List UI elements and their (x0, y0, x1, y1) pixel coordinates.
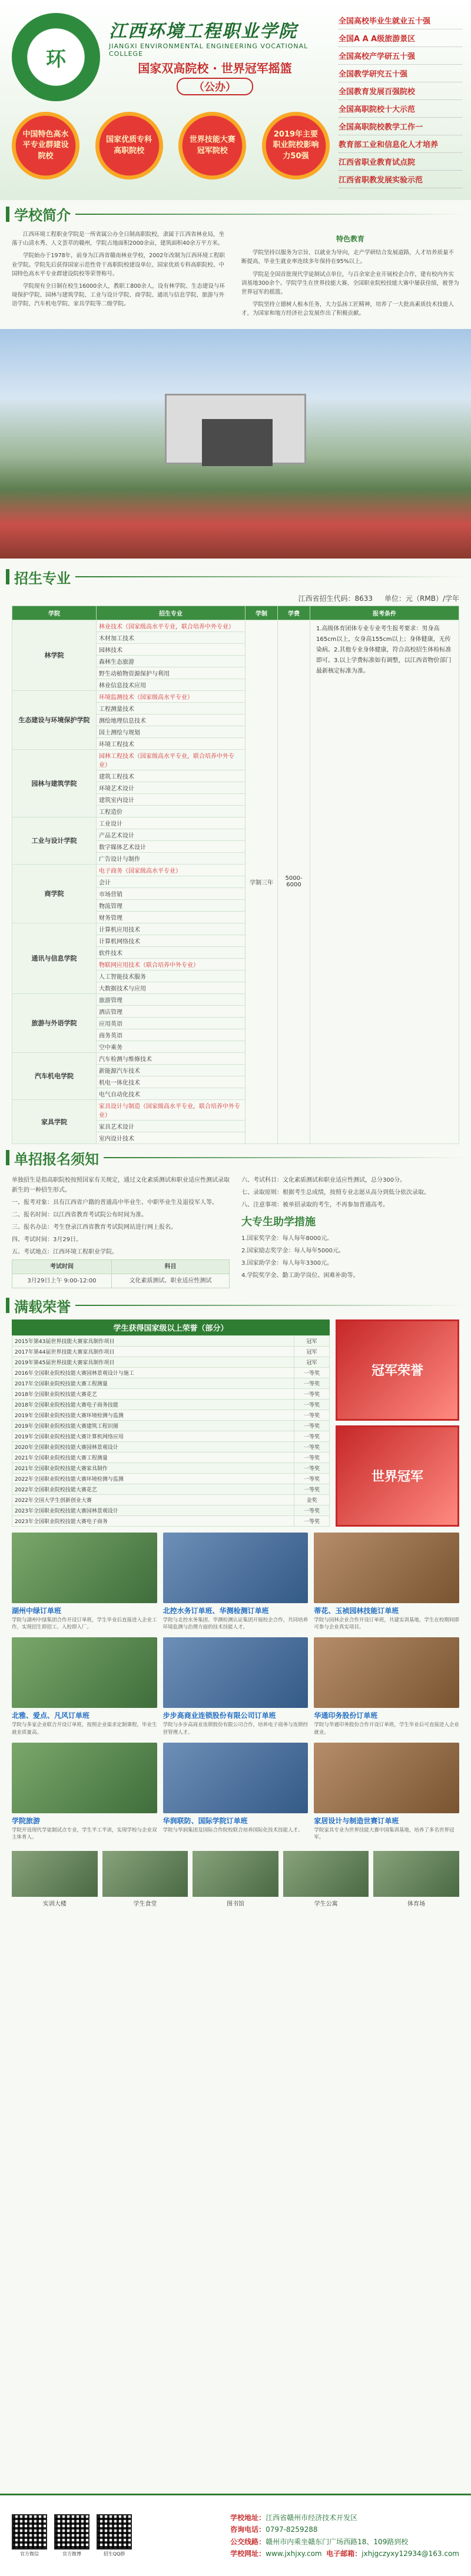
col-header: 招生专业 (97, 606, 246, 620)
school-name: 江西环境工程职业学院 (109, 21, 297, 42)
honor-award: 一等奖 (294, 1388, 330, 1399)
honor-item: 江西省职教发展实验示范 (339, 171, 462, 188)
major-row (12, 620, 459, 631)
major-name: 建筑工程技术 (97, 770, 246, 782)
honor-award: 冠军 (294, 1335, 330, 1346)
partner-photo (314, 1637, 459, 1708)
honor-award: 一等奖 (294, 1441, 330, 1452)
qr-wechat[interactable] (12, 2514, 47, 2557)
honor-award: 一等奖 (294, 1420, 330, 1431)
honor-name: 2019年全国职业院校技能大赛计算机网络应用 (12, 1431, 294, 1441)
honors-section (0, 1319, 471, 1527)
qr-label: 招生QQ群 (103, 2551, 125, 2557)
intro-section (0, 228, 471, 324)
honor-award: 一等奖 (294, 1484, 330, 1494)
honor-award: 一等奖 (294, 1410, 330, 1420)
gallery-item (193, 1851, 278, 1907)
contact-info (230, 2512, 459, 2560)
partner-card (12, 1743, 157, 1842)
intro-paragraph: 学院始办于1978年，前身为江西省赣南林业学校，2002年改制为江西环境工程职业学院。学院先后获得国家示范性骨干高职院校建设单位、国家优质专科高职院校、中国特色高水平专业群建设院校等荣誉称号。 (12, 252, 225, 277)
honor-name: 2016年全国职业院校技能大赛园林景观设计与施工 (12, 1367, 294, 1378)
gallery-photo (102, 1851, 188, 1897)
honor-badge: 世界技能大赛冠军院校 (178, 112, 246, 180)
phone[interactable]: 0797-8259288 (266, 2525, 318, 2534)
honor-name: 2021年全国职业院校技能大赛工程测量 (12, 1452, 294, 1462)
partners-grid (0, 1527, 471, 1848)
major-name: 园林工程技术（国家级高水平专业，联合培养中外专业） (97, 749, 246, 770)
recruit-title (0, 1144, 471, 1172)
major-name: 林业技术（国家级高水平专业，联合培养中外专业） (97, 620, 246, 631)
honor-row (12, 1452, 330, 1462)
major-name: 数字媒体艺术设计 (97, 840, 246, 852)
partner-card (163, 1743, 309, 1842)
honor-name: 2017年全国职业院校技能大赛工程测量 (12, 1378, 294, 1388)
title-bar (6, 1298, 9, 1313)
exam-cell: 文化素质测试、职业适应性测试 (111, 1274, 229, 1288)
honor-award: 一等奖 (294, 1473, 330, 1484)
recruit-paragraph: 二、报名时间：以江西省教育考试院公布时间为准。 (12, 1211, 147, 1218)
honor-award: 金奖 (294, 1494, 330, 1505)
honor-name: 2018年全国职业院校技能大赛电子商务技能 (12, 1399, 294, 1410)
address: 江西省赣州市经济技术开发区 (266, 2513, 358, 2522)
college-name: 家具学院 (12, 1099, 97, 1144)
campus-gate (165, 394, 306, 464)
honor-row (12, 1494, 330, 1505)
bus-line (230, 2536, 459, 2548)
honor-item: 全国高校产学研五十强 (339, 47, 462, 65)
honor-row (12, 1431, 330, 1441)
partner-card (163, 1637, 309, 1737)
major-tuition: 5000-6000 (278, 620, 310, 1144)
honor-item: 全国教学研究五十强 (339, 65, 462, 82)
website-link[interactable]: www.jxhjxy.com (266, 2549, 322, 2558)
email-label: 电子邮箱： (326, 2549, 362, 2558)
major-name: 工程造价 (97, 805, 246, 817)
gallery-caption: 图书馆 (226, 1901, 244, 1907)
intro-paragraph: 学院坚持立德树人根本任务，大力弘扬工匠精神，培养了一大批高素质技术技能人才，为国家和地方经济社会发展作出了积极贡献。 (241, 301, 455, 317)
major-name: 新能源汽车技术 (97, 1064, 246, 1076)
majors-section (0, 591, 471, 1144)
college-name: 林学院 (12, 620, 97, 690)
recruit-col-1 (12, 1175, 230, 1288)
gallery-photo (193, 1851, 278, 1897)
college-name: 生态建设与环境保护学院 (12, 690, 97, 749)
title-line (75, 576, 465, 577)
honor-row (12, 1399, 330, 1410)
honor-item: 全国高职院校教学工作一 (339, 118, 462, 135)
school-name-en: JIANGXI ENVIRONMENTAL ENGINEERING VOCATIONAL COLLEGE (109, 42, 309, 58)
web-label: 学校网址： (230, 2549, 266, 2558)
partner-desc: 学院与步步高商业连锁股份有限公司合作，培养电子商务与连锁经营管理人才。 (162, 1722, 309, 1736)
honor-photo: 世界冠军 (336, 1425, 459, 1527)
major-name: 产品艺术设计 (97, 829, 246, 840)
major-name: 森林生态旅游 (97, 655, 246, 667)
honor-photo: 冠军荣誉 (336, 1319, 459, 1421)
email-link[interactable]: jxhjgczyxy12934@163.com (361, 2549, 459, 2558)
col-header: 报考条件 (310, 606, 459, 620)
honor-award: 一等奖 (294, 1367, 330, 1378)
partner-photo (12, 1637, 157, 1708)
honor-badge: 2019年主要职业院校影响力50强 (262, 112, 330, 180)
major-name: 园林技术 (97, 643, 246, 655)
honor-row (12, 1484, 330, 1494)
major-name: 环境艺术设计 (97, 782, 246, 793)
partner-photo (163, 1637, 309, 1708)
honor-name: 2019年全国职业院校技能大赛建筑工程识图 (12, 1420, 294, 1431)
honor-award: 一等奖 (294, 1505, 330, 1515)
honors-list (339, 12, 462, 188)
honor-row (12, 1462, 330, 1473)
recruit-col-2 (241, 1175, 459, 1288)
recruit-paragraph: 单独招生是指高职院校按照国家有关规定，通过文化素质测试和职业适应性测试录取新生的一种招生形式。 (12, 1176, 230, 1194)
recruit-paragraph: 六、考试科目：文化素质测试和职业适应性测试，总分300分。 (241, 1176, 406, 1184)
partner-title: 华通印务股份订单班 (314, 1711, 378, 1720)
partner-desc: 学院与多家企业联合开设订单班，按照企业需求定制课程，毕业生就业质量高。 (12, 1722, 157, 1736)
major-name: 电子商务（国家级高水平专业） (97, 864, 246, 876)
partner-desc: 学院开设现代学徒制试点专业，学生半工半读，实现学校与企业双主体育人。 (12, 1827, 157, 1841)
recruit-paragraph: 四、考试时间：3月29日。 (12, 1236, 82, 1243)
major-name: 空中乘务 (97, 1041, 246, 1052)
partner-desc: 学院与北控水务集团、华测检测认证集团开展校企合作，共同培养环境监测与治理方面的技术技能人才。 (162, 1617, 309, 1631)
honor-badges (12, 112, 330, 180)
honor-award: 一等奖 (294, 1378, 330, 1388)
honor-row (12, 1378, 330, 1388)
recruit-paragraph: 五、考试地点：江西环境工程职业学院。 (12, 1248, 118, 1255)
partner-title: 华润联防、国际学院订单班 (162, 1816, 248, 1825)
qr-label: 官方微信 (20, 2551, 39, 2557)
honor-row (12, 1515, 330, 1526)
partner-photo (314, 1533, 459, 1603)
web-line (230, 2548, 459, 2560)
honor-row (12, 1357, 330, 1367)
major-duration: 学制三年 (246, 620, 278, 1144)
gallery-photo (373, 1851, 459, 1897)
honor-name: 2023年全国职业院校技能大赛电子商务 (12, 1515, 294, 1526)
partner-desc: 学院与湖州中绿集团合作开设订单班，学生毕业后直接进入企业工作，实现招生即招工、入校即入厂。 (12, 1617, 157, 1631)
honor-row (12, 1335, 330, 1346)
major-name: 软件技术 (97, 946, 246, 958)
partner-photo (12, 1743, 157, 1813)
bus: 赣州市内乘坐赣东门广场西路18、109路到校 (266, 2537, 409, 2546)
aid-item: 3.国家助学金：每人每年3300元。 (241, 1260, 333, 1267)
major-name: 家具设计与制造（国家级高水平专业，联合培养中外专业） (97, 1099, 246, 1120)
gallery-item (283, 1851, 369, 1907)
partner-title: 学院旅游 (12, 1816, 41, 1825)
campus-photo (0, 329, 471, 559)
recruit-paragraph: 一、报考对象：具有江西省户籍的普通高中毕业生、中职毕业生及退役军人等。 (12, 1199, 218, 1206)
honor-name: 2017年第44届世界技能大赛家具制作项目 (12, 1346, 294, 1357)
enroll-code: 江西省招生代码：8633 (298, 594, 373, 603)
honor-photos (336, 1319, 459, 1527)
header (0, 0, 471, 200)
partner-card (163, 1533, 309, 1632)
honors-table (12, 1319, 330, 1527)
recruit-paragraph: 三、报名办法：考生登录江西省教育考试院网站进行网上报名。 (12, 1224, 177, 1231)
major-name: 计算机网络技术 (97, 935, 246, 946)
title-line (75, 1305, 465, 1306)
aid-title: 大专生助学措施 (241, 1215, 316, 1228)
major-name: 大数据技术与应用 (97, 982, 246, 993)
major-requirements: 1.高级体育团体专业专业考生报考要求：男身高165cm以上，女身高155cm以上；身体健康，无传染病。2.其他专业身体健康，符合高校招生体检标准即可。3.以上学费标准如有调整，以江西省物价部门最新核定标准为准。 (310, 620, 459, 1144)
major-name: 环境工程技术 (97, 737, 246, 749)
address-label: 学校地址： (230, 2513, 266, 2522)
honors-table-title: 学生获得国家级以上荣誉（部分） (12, 1319, 330, 1335)
honor-name: 2018年全国职业院校技能大赛花艺 (12, 1388, 294, 1399)
major-name: 室内设计技术 (97, 1132, 246, 1144)
college-name: 商学院 (12, 864, 97, 923)
gallery-caption: 学生食堂 (133, 1901, 157, 1907)
partner-title: 北雅、爱点、凡风订单班 (12, 1711, 90, 1720)
honor-badge: 国家优质专科高职院校 (95, 112, 163, 180)
gallery-caption: 学生公寓 (314, 1901, 338, 1907)
qr-qq[interactable] (97, 2514, 132, 2557)
partner-card (12, 1533, 157, 1632)
college-name: 工业与设计学院 (12, 817, 97, 864)
honor-item: 全国高校毕业生就业五十强 (339, 12, 462, 29)
logo-text: 环 (46, 47, 66, 71)
partner-title: 蒂花、玉祯园林技能订单班 (314, 1606, 399, 1615)
honor-name: 2021年全国职业院校技能大赛家具制作 (12, 1462, 294, 1473)
aid-item: 4.学院奖学金、勤工助学岗位、困难补助等。 (241, 1272, 359, 1279)
honor-row (12, 1388, 330, 1399)
major-name: 工程测量技术 (97, 702, 246, 714)
gallery-item (12, 1851, 98, 1907)
honor-row (12, 1473, 330, 1484)
intro-title-text: 学校简介 (14, 207, 71, 224)
partner-desc: 学院与园林企业合作开设订单班，共建实训基地，学生在校期间即可参与企业真实项目。 (314, 1617, 459, 1631)
honor-name: 2022年全国职业院校技能大赛花艺 (12, 1484, 294, 1494)
honor-award: 一等奖 (294, 1515, 330, 1526)
honor-row (12, 1420, 330, 1431)
qr-label: 官方微博 (62, 2551, 81, 2557)
major-name: 物流管理 (97, 899, 246, 911)
intro-col-1 (12, 230, 230, 322)
partner-card (314, 1637, 459, 1737)
honor-award: 一等奖 (294, 1431, 330, 1441)
col-header: 学院 (12, 606, 97, 620)
major-name: 环境监测技术（国家级高水平专业） (97, 690, 246, 702)
partner-desc: 学院与华润集团及国际合作院校联合培养国际化技术技能人才。 (162, 1827, 303, 1833)
gallery-caption: 实训大楼 (42, 1901, 67, 1907)
honor-row (12, 1410, 330, 1420)
title-bar (6, 569, 9, 584)
partner-title: 步步高商业连锁股份有限公司订单班 (162, 1711, 276, 1720)
tuition-unit: 单位：元（RMB）/学年 (384, 594, 459, 603)
address-line (230, 2512, 459, 2524)
majors-meta (12, 591, 459, 606)
honor-row (12, 1441, 330, 1452)
honor-award: 冠军 (294, 1346, 330, 1357)
honor-award: 冠军 (294, 1357, 330, 1367)
major-name: 木材加工技术 (97, 631, 246, 643)
majors-title (0, 563, 471, 591)
honor-item: 全国高职院校十大示范 (339, 100, 462, 118)
school-logo (12, 13, 100, 101)
honor-item: 江西省职业教育试点院 (339, 153, 462, 171)
major-name: 家具艺术设计 (97, 1120, 246, 1132)
honor-name: 2022年全国大学生创新创业大赛 (12, 1494, 294, 1505)
sub-slogan: （公办） (177, 78, 253, 95)
honor-row (12, 1346, 330, 1357)
intro-paragraph: 学院是全国首批现代学徒制试点单位，与百余家企业开展校企合作，建有校内外实训基地300余个。学院学生在世界技能大赛、全国职业院校技能大赛中屡获佳绩，被誉为世界冠军的摇篮。 (241, 271, 459, 295)
major-name: 市场营销 (97, 888, 246, 899)
major-name: 财务管理 (97, 911, 246, 923)
footer (0, 2494, 471, 2576)
title-line (104, 1157, 465, 1158)
title-bar (6, 1150, 9, 1165)
college-name: 旅游与外语学院 (12, 993, 97, 1052)
col-header: 学制 (246, 606, 278, 620)
partner-photo (163, 1743, 309, 1813)
title-line (75, 214, 465, 215)
qr-code-icon (54, 2514, 89, 2550)
partner-photo (314, 1743, 459, 1813)
honor-item: 全国A A A级旅游景区 (339, 29, 462, 47)
major-name: 野生动植物资源保护与利用 (97, 667, 246, 679)
major-name: 会计 (97, 876, 246, 888)
major-name: 人工智能技术服务 (97, 970, 246, 982)
major-name: 国土测绘与规划 (97, 726, 246, 737)
honor-award: 一等奖 (294, 1399, 330, 1410)
major-name: 酒店管理 (97, 1005, 246, 1017)
title-bar (6, 207, 9, 222)
major-name: 商务英语 (97, 1029, 246, 1041)
major-name: 广告设计与制作 (97, 852, 246, 864)
major-name: 旅游管理 (97, 993, 246, 1005)
exam-header: 考试时间 (12, 1259, 112, 1274)
college-name: 汽车机电学院 (12, 1052, 97, 1099)
recruit-title-text: 单招报名须知 (14, 1151, 99, 1168)
partner-title: 北控水务订单班、华测检测订单班 (162, 1606, 269, 1615)
qr-code-icon (97, 2514, 132, 2550)
major-name: 林业信息技术应用 (97, 679, 246, 690)
major-name: 建筑室内设计 (97, 793, 246, 805)
exam-header: 科目 (111, 1259, 229, 1274)
intro-paragraph: 江西环境工程职业学院是一所省属公办全日制高职院校，隶属于江西省林业局，坐落于山清水秀、人文荟萃的赣州，学院占地面积2000余亩，建筑面积40余万平方米。 (12, 231, 225, 247)
intro-col-2 (241, 230, 459, 322)
qr-weibo[interactable] (54, 2514, 89, 2557)
recruit-paragraph: 七、录取原则：根据考生总成绩，按照专业志愿从高分到低分依次录取。 (241, 1189, 430, 1196)
majors-table (12, 606, 459, 1144)
col-header: 学费 (278, 606, 310, 620)
honor-name: 2020年全国职业院校技能大赛园林景观设计 (12, 1441, 294, 1452)
honor-name: 2022年全国职业院校技能大赛环境检测与监测 (12, 1473, 294, 1484)
partner-card (12, 1637, 157, 1737)
aid-item: 1.国家奖学金：每人每年8000元。 (241, 1235, 333, 1242)
intro-paragraph: 学院现有全日制在校生16000余人，教职工800余人，设有林学院、生态建设与环境保护学院、园林与建筑学院、工业与设计学院、商学院、通讯与信息学院、旅游与外语学院、汽车机电学院、家具学院等二级学院。 (12, 282, 225, 308)
phone-label: 咨询电话： (230, 2525, 266, 2534)
partner-card (314, 1533, 459, 1632)
partner-title: 湖州中绿订单班 (12, 1606, 62, 1615)
major-name: 测绘地理信息技术 (97, 714, 246, 726)
partner-card (314, 1743, 459, 1842)
honor-name: 2023年全国职业院校技能大赛园林景观设计 (12, 1505, 294, 1515)
exam-cell: 3月29日上午 9:00-12:00 (12, 1274, 112, 1288)
recruit-paragraph: 八、注意事项：被单招录取的考生，不再参加普通高考。 (241, 1201, 389, 1208)
partner-photo (12, 1533, 157, 1603)
bus-label: 公交线路： (230, 2537, 266, 2546)
honor-award: 一等奖 (294, 1452, 330, 1462)
honor-name: 2019年第45届世界技能大赛家具制作项目 (12, 1357, 294, 1367)
honor-item: 全国教育发展百强院校 (339, 82, 462, 100)
majors-title-text: 招生专业 (14, 570, 71, 587)
major-name: 电气自动化技术 (97, 1088, 246, 1099)
major-name: 物联网应用技术（联合培养中外专业） (97, 958, 246, 970)
honor-item: 教育部工业和信息化人才培养 (339, 135, 462, 153)
gallery-item (102, 1851, 188, 1907)
partner-title: 家居设计与制造世赛订单班 (314, 1816, 399, 1825)
honor-badge: 中国特色高水平专业群建设院校 (12, 112, 79, 180)
partner-desc: 学院家具专业为世界技能大赛中国集训基地，培养了多名世界冠军。 (314, 1827, 455, 1841)
honors-body (12, 1335, 330, 1526)
gallery-photo (283, 1851, 369, 1897)
college-name: 通讯与信息学院 (12, 923, 97, 993)
qr-code-icon (12, 2514, 47, 2550)
honor-row (12, 1505, 330, 1515)
exam-table (12, 1259, 230, 1288)
honor-row (12, 1367, 330, 1378)
gallery-item (373, 1851, 459, 1907)
phone-line (230, 2524, 459, 2535)
honor-name: 2019年全国职业院校技能大赛环境检测与监测 (12, 1410, 294, 1420)
major-name: 汽车检测与维修技术 (97, 1052, 246, 1064)
majors-body (12, 620, 459, 1144)
slogan: 国家双高院校 · 世界冠军摇篮 (138, 61, 292, 75)
major-name: 应用英语 (97, 1017, 246, 1029)
intro-paragraph: 学院坚持以服务为宗旨、以就业为导向，走产学研结合发展道路，人才培养质量不断提高，毕业生就业率连续多年保持在95%以上。 (241, 250, 455, 265)
honor-name: 2015年第43届世界技能大赛家具制作项目 (12, 1335, 294, 1346)
college-name: 园林与建筑学院 (12, 749, 97, 817)
honor-award: 一等奖 (294, 1462, 330, 1473)
aid-item: 2.国家励志奖学金：每人每年5000元。 (241, 1248, 344, 1255)
intro-subtitle: 特色教育 (336, 235, 364, 243)
recruit-section (0, 1172, 471, 1292)
major-name: 机电一体化技术 (97, 1076, 246, 1088)
major-name: 工业设计 (97, 817, 246, 829)
gallery-caption: 体育场 (407, 1901, 426, 1907)
honors-title-text: 满载荣誉 (14, 1298, 71, 1315)
partner-photo (163, 1533, 309, 1603)
campus-gallery (0, 1847, 471, 1911)
honors-title (0, 1292, 471, 1319)
gallery-photo (12, 1851, 98, 1897)
major-name: 计算机应用技术 (97, 923, 246, 935)
partner-desc: 学院与华通印务股份合作开设订单班，学生毕业后可直接进入企业就业。 (314, 1722, 459, 1736)
intro-title (0, 200, 471, 228)
